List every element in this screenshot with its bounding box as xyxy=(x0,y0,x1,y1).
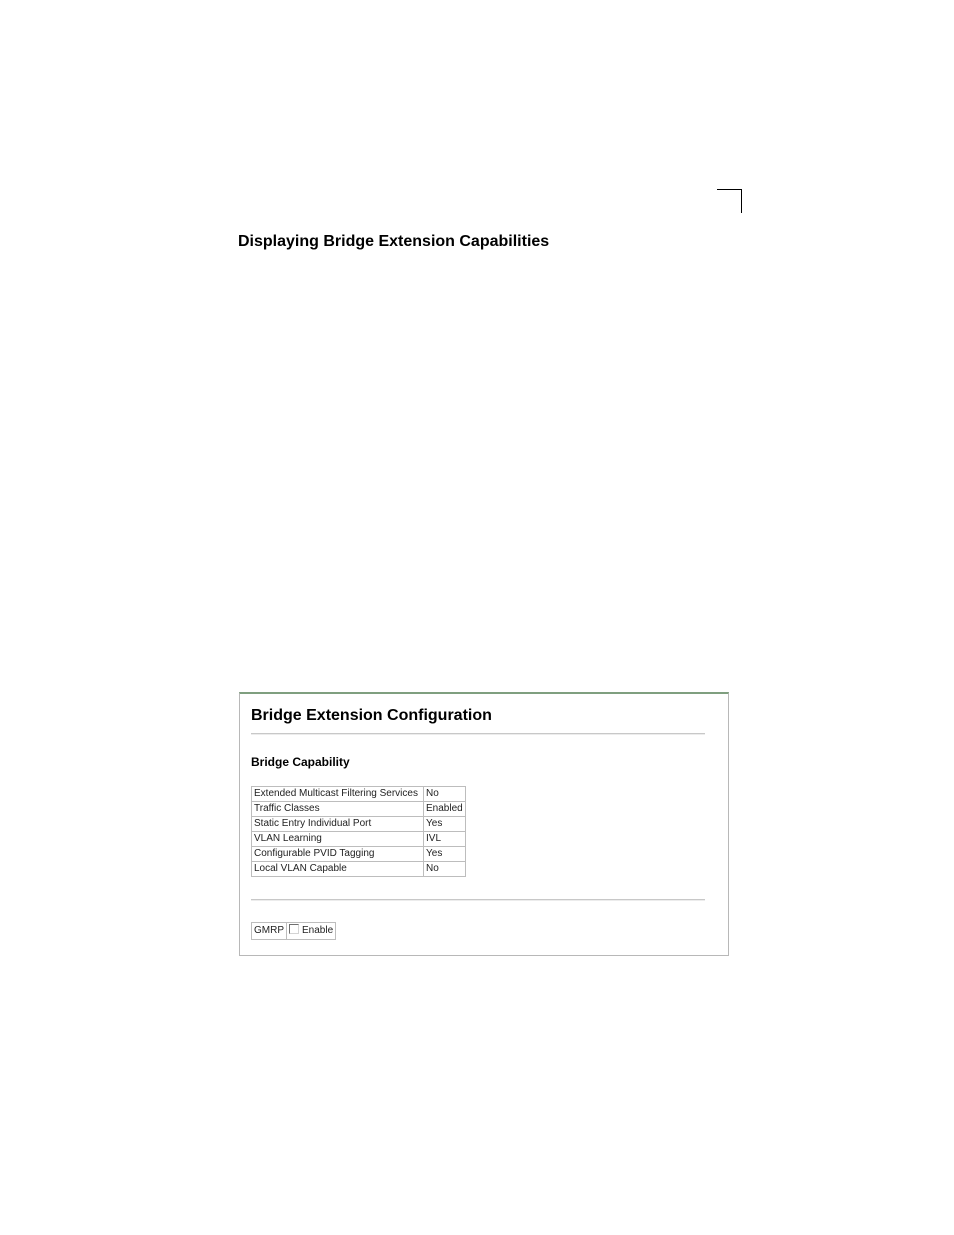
capability-value: No xyxy=(424,862,466,877)
capability-value: No xyxy=(424,787,466,802)
gmrp-setting xyxy=(251,922,336,940)
gmrp-row xyxy=(252,923,336,940)
table-row xyxy=(252,847,466,862)
capability-name: Static Entry Individual Port xyxy=(252,817,424,832)
settings-divider xyxy=(251,899,705,901)
capability-value: Yes xyxy=(424,847,466,862)
capability-value: Enabled xyxy=(424,802,466,817)
gmrp-enable-label[interactable]: Enable xyxy=(302,925,334,936)
gmrp-enable-cell xyxy=(287,923,336,940)
capability-name: Configurable PVID Tagging xyxy=(252,847,424,862)
panel-title: Bridge Extension Configuration xyxy=(251,707,492,724)
capability-name: Extended Multicast Filtering Services xyxy=(252,787,424,802)
capability-value: IVL xyxy=(424,832,466,847)
table-row xyxy=(252,862,466,877)
table-row xyxy=(252,802,466,817)
capability-name: Traffic Classes xyxy=(252,802,424,817)
page-corner-mark xyxy=(717,189,742,213)
section-heading: Displaying Bridge Extension Capabilities xyxy=(238,233,550,250)
capability-name: VLAN Learning xyxy=(252,832,424,847)
capability-name: Local VLAN Capable xyxy=(252,862,424,877)
bridge-capability-heading: Bridge Capability xyxy=(251,755,350,769)
table-row xyxy=(252,787,466,802)
gmrp-enable-checkbox[interactable] xyxy=(289,924,299,934)
table-row xyxy=(252,817,466,832)
title-divider xyxy=(251,733,705,735)
gmrp-label: GMRP xyxy=(252,923,287,940)
bridge-extension-panel xyxy=(239,692,729,956)
capability-value: Yes xyxy=(424,817,466,832)
capability-table xyxy=(251,786,466,877)
table-row xyxy=(252,832,466,847)
